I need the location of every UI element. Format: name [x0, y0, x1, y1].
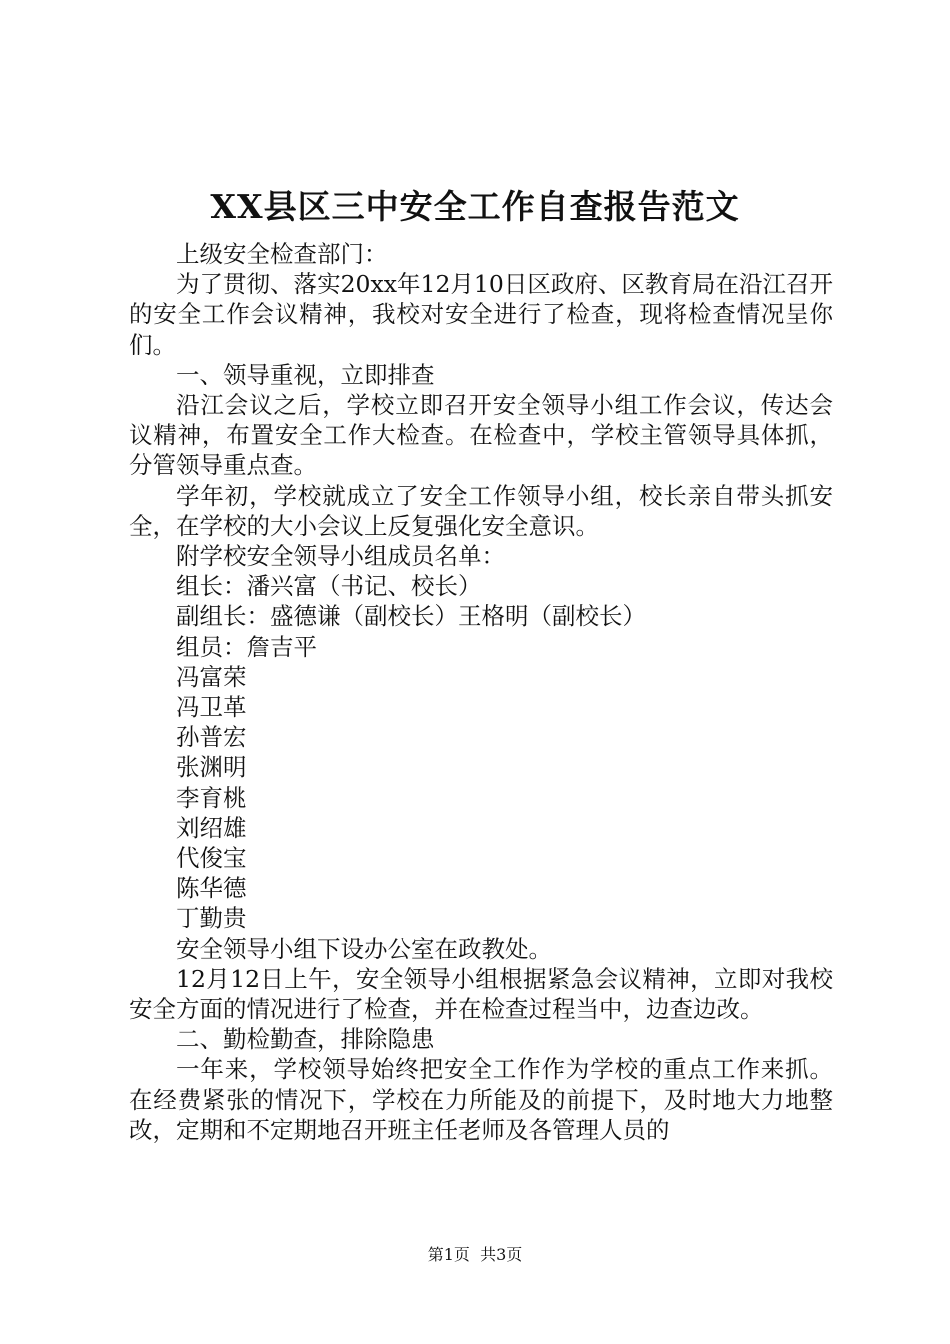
paragraph: 一年来，学校领导始终把安全工作作为学校的重点工作来抓。在经费紧张的情况下，学校在力所能及的前提下，及时地大力地整改，定期和不定期地召开班主任老师及各管理人员的: [129, 1055, 833, 1144]
paragraph: 为了贯彻、落实20xx年12月10日区政府、区教育局在沿江召开的安全工作会议精神，我校对安全进行了检查，现将检查情况呈你们。: [129, 270, 833, 359]
member-line: 刘绍雄: [176, 813, 247, 842]
member-line: 张渊明: [176, 753, 247, 782]
paragraph: 安全领导小组下设办公室在政教处。: [176, 934, 552, 963]
member-line: 孙普宏: [176, 723, 247, 752]
paragraph: 附学校安全领导小组成员名单：: [176, 542, 505, 571]
member-line: 李育桃: [176, 783, 247, 812]
member-line: 组员：詹吉平: [176, 632, 317, 661]
paragraph: 沿江会议之后，学校立即召开安全领导小组工作会议，传达会议精神，布置安全工作大检查。在检查中，学校主管领导具体抓，分管领导重点查。: [129, 391, 833, 480]
section-heading: 二、勤检勤查，排除隐患: [176, 1025, 435, 1054]
document-title: XX县区三中安全工作自查报告范文: [210, 187, 740, 226]
paragraph: 学年初，学校就成立了安全工作领导小组，校长亲自带头抓安全，在学校的大小会议上反复强化安全意识。: [129, 481, 833, 540]
member-line: 副组长：盛德谦（副校长）王格明（副校长）: [176, 602, 646, 631]
section-heading: 一、领导重视，立即排查: [176, 360, 435, 389]
paragraph: 12月12日上午，安全领导小组根据紧急会议精神，立即对我校安全方面的情况进行了检查，并在检查过程当中，边查边改。: [129, 964, 833, 1024]
page-footer: 第1页 共3页: [427, 1245, 523, 1264]
member-line: 丁勤贵: [176, 904, 247, 933]
paragraph: 上级安全检查部门：: [176, 240, 388, 268]
member-line: 陈华德: [176, 874, 247, 903]
member-line: 冯富荣: [176, 662, 247, 691]
member-line: 冯卫革: [176, 693, 247, 722]
member-line: 代俊宝: [176, 844, 247, 873]
document-body: [129, 239, 833, 1145]
member-line: 组长：潘兴富（书记、校长）: [176, 572, 482, 601]
